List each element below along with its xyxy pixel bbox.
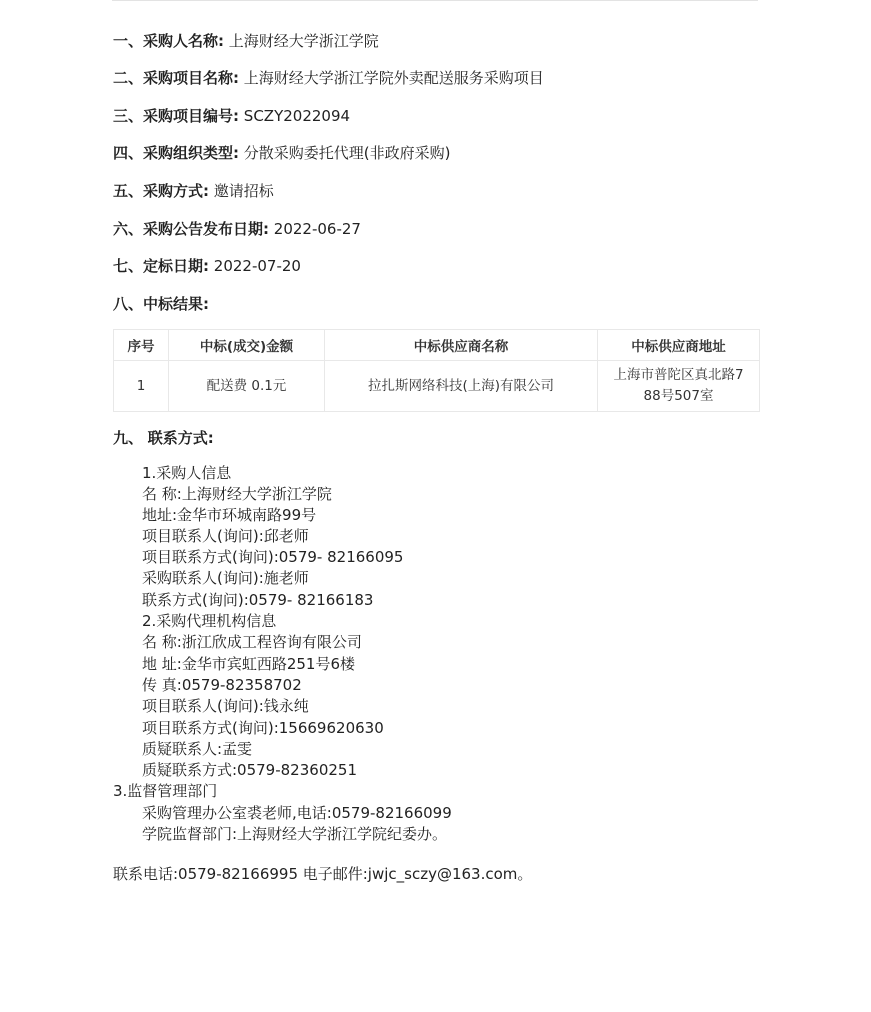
contact-line: 项目联系方式(询问):0579- 82166095 [142, 548, 404, 566]
section-number: 七、 [113, 257, 144, 275]
table-row [114, 361, 760, 412]
section-contact [113, 427, 214, 449]
header-index: 序号 [114, 330, 169, 361]
section-value: 分散采购委托代理(非政府采购) [243, 144, 451, 162]
contact-line: 地 址:金华市宾虹西路251号6楼 [142, 655, 355, 673]
footer-contact: 联系电话:0579-82166995 电子邮件:jwjc_sczy@163.com。 [113, 865, 533, 883]
section-label: 采购组织类型: [143, 144, 240, 162]
contact-line: 名 称:浙江欣成工程咨询有限公司 [142, 633, 362, 651]
contact-line: 名 称:上海财经大学浙江学院 [142, 485, 332, 503]
section-number: 九、 [113, 429, 144, 447]
contact-line: 项目联系人(询问):邱老师 [142, 527, 309, 545]
header-address: 中标供应商地址 [598, 330, 760, 361]
section-award-date [113, 255, 301, 277]
award-result-table [113, 329, 760, 412]
contact-line: 质疑联系方式:0579-82360251 [142, 761, 357, 779]
contact-line: 质疑联系人:孟雯 [142, 740, 253, 758]
table-header-row [114, 330, 760, 361]
contact-line: 项目联系人(询问):钱永纯 [142, 697, 309, 715]
contact-line: 联系方式(询问):0579- 82166183 [142, 591, 374, 609]
contact-line: 采购管理办公室裘老师,电话:0579-82166099 [142, 804, 452, 822]
section-number: 六、 [113, 220, 144, 238]
section-label: 采购公告发布日期: [143, 220, 270, 238]
contact-line: 采购联系人(询问):施老师 [142, 569, 309, 587]
section-publish-date [113, 218, 361, 240]
cell-amount: 配送费 0.1元 [169, 361, 325, 412]
cell-address [598, 361, 760, 412]
contact-line: 项目联系方式(询问):15669620630 [142, 719, 384, 737]
section-organization-type [113, 142, 451, 164]
section-label: 定标日期: [143, 257, 210, 275]
section-project-name [113, 67, 544, 89]
section-label: 采购项目编号: [143, 107, 240, 125]
contact-line: 地址:金华市环城南路99号 [142, 506, 317, 524]
section-number: 五、 [113, 182, 144, 200]
contact-line: 传 真:0579-82358702 [142, 676, 302, 694]
section-value: 上海财经大学浙江学院外卖配送服务采购项目 [243, 69, 544, 87]
section-label: 采购方式: [143, 182, 210, 200]
section-label: 采购项目名称: [143, 69, 240, 87]
section-label: 采购人名称: [143, 32, 225, 50]
section-number: 八、 [113, 295, 144, 313]
section-value: SCZY2022094 [243, 107, 351, 125]
section-number: 三、 [113, 107, 144, 125]
section-number: 二、 [113, 69, 144, 87]
section-purchaser-name [113, 30, 379, 52]
cell-index: 1 [114, 361, 169, 412]
top-divider [112, 0, 758, 1]
address-line-1: 上海市普陀区真北路7 [613, 367, 744, 383]
section-number: 一、 [113, 32, 144, 50]
header-supplier: 中标供应商名称 [325, 330, 598, 361]
contact-heading-purchaser: 1.采购人信息 [142, 464, 232, 482]
section-value: 上海财经大学浙江学院 [228, 32, 379, 50]
section-project-number [113, 105, 350, 127]
section-label: 中标结果: [143, 295, 210, 313]
section-label: 联系方式: [147, 429, 214, 447]
section-value: 邀请招标 [213, 182, 274, 200]
section-value: 2022-06-27 [273, 220, 361, 238]
header-amount: 中标(成交)金额 [169, 330, 325, 361]
address-line-2: 88号507室 [643, 388, 714, 404]
contact-heading-agency: 2.采购代理机构信息 [142, 612, 277, 630]
section-procurement-method [113, 180, 274, 202]
contact-line: 学院监督部门:上海财经大学浙江学院纪委办。 [142, 825, 448, 843]
section-value: 2022-07-20 [213, 257, 301, 275]
cell-supplier: 拉扎斯网络科技(上海)有限公司 [325, 361, 598, 412]
section-award-result [113, 293, 209, 315]
section-number: 四、 [113, 144, 144, 162]
contact-heading-supervision: 3.监督管理部门 [113, 782, 218, 800]
